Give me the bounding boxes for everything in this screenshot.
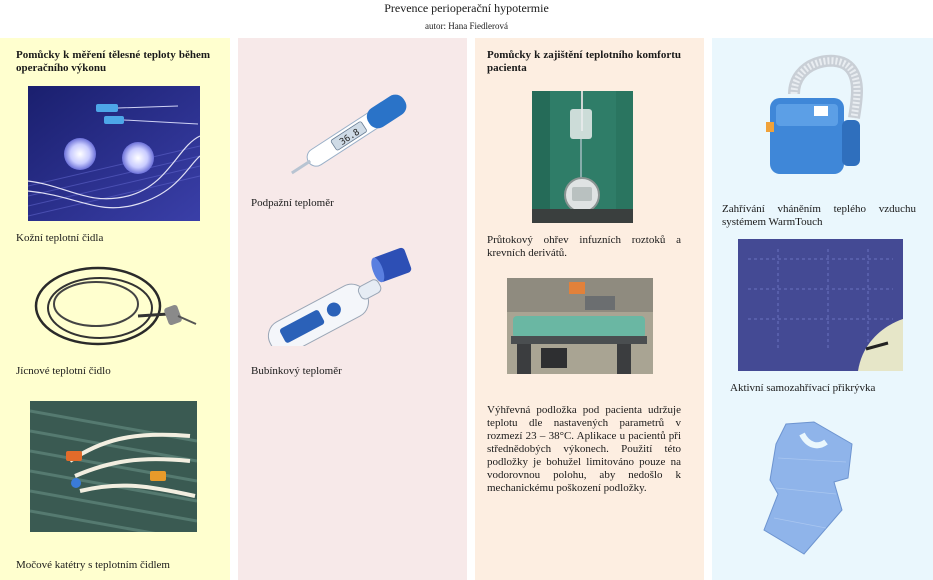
column-thermal-comfort: [475, 38, 704, 580]
warmtouch-unit-image: [764, 54, 872, 178]
warming-blanket-caption: Aktivní samozahřívací přikrývka: [730, 382, 876, 394]
axillary-thermometer-caption: Podpažní teploměr: [251, 197, 334, 209]
warmtouch-caption: Zahřívání vháněním teplého vzduchu systémem WarmTouch: [722, 203, 916, 228]
urinary-catheter-caption: Močové katétry s teplotním čidlem: [16, 559, 170, 571]
esophageal-sensor-caption: Jícnové teplotní čidlo: [16, 365, 111, 377]
axillary-thermometer-image: [280, 88, 420, 180]
tympanic-thermometer-image: [252, 246, 414, 346]
thermometer-display: 36.8: [338, 127, 362, 148]
tympanic-thermometer-caption: Bubínkový teploměr: [251, 365, 342, 377]
column-heading: Pomůcky k měření tělesné teploty během operačního výkonu: [16, 49, 210, 74]
column-warming-devices: [712, 38, 933, 580]
column-measurement: [0, 38, 230, 580]
column-heading: Pomůcky k zajištění teplotního komfortu pacienta: [487, 49, 681, 74]
heating-mattress-image: [507, 278, 653, 374]
esophageal-sensor-image: [28, 258, 200, 358]
column-thermometers: [238, 38, 467, 580]
author-line: autor: Hana Fiedlerová: [425, 21, 508, 31]
skin-sensor-image: [28, 86, 200, 221]
heating-mattress-caption: Výhřevná podložka pod pacienta udržuje teplotu dle nastavených parametrů v rozmezí 23 – 38°C. Aplikace u pacientů při střednědobých výkonech. Použití této podložky je bohužel limitováno pouze na vodorovnou polohu, aby nedošlo k mechanickému poškození podložky.: [487, 404, 681, 494]
urinary-catheter-image: [30, 401, 197, 532]
skin-sensor-caption: Kožní teplotní čidla: [16, 232, 104, 244]
page-title: Prevence perioperační hypotermie: [384, 1, 549, 15]
warming-blanket-image: [738, 239, 903, 371]
infusion-warmer-caption: Průtokový ohřev infuzních roztoků a krevních derivátů.: [487, 234, 681, 259]
self-warming-blanket-image: [756, 418, 864, 560]
infusion-warmer-image: [532, 91, 633, 223]
